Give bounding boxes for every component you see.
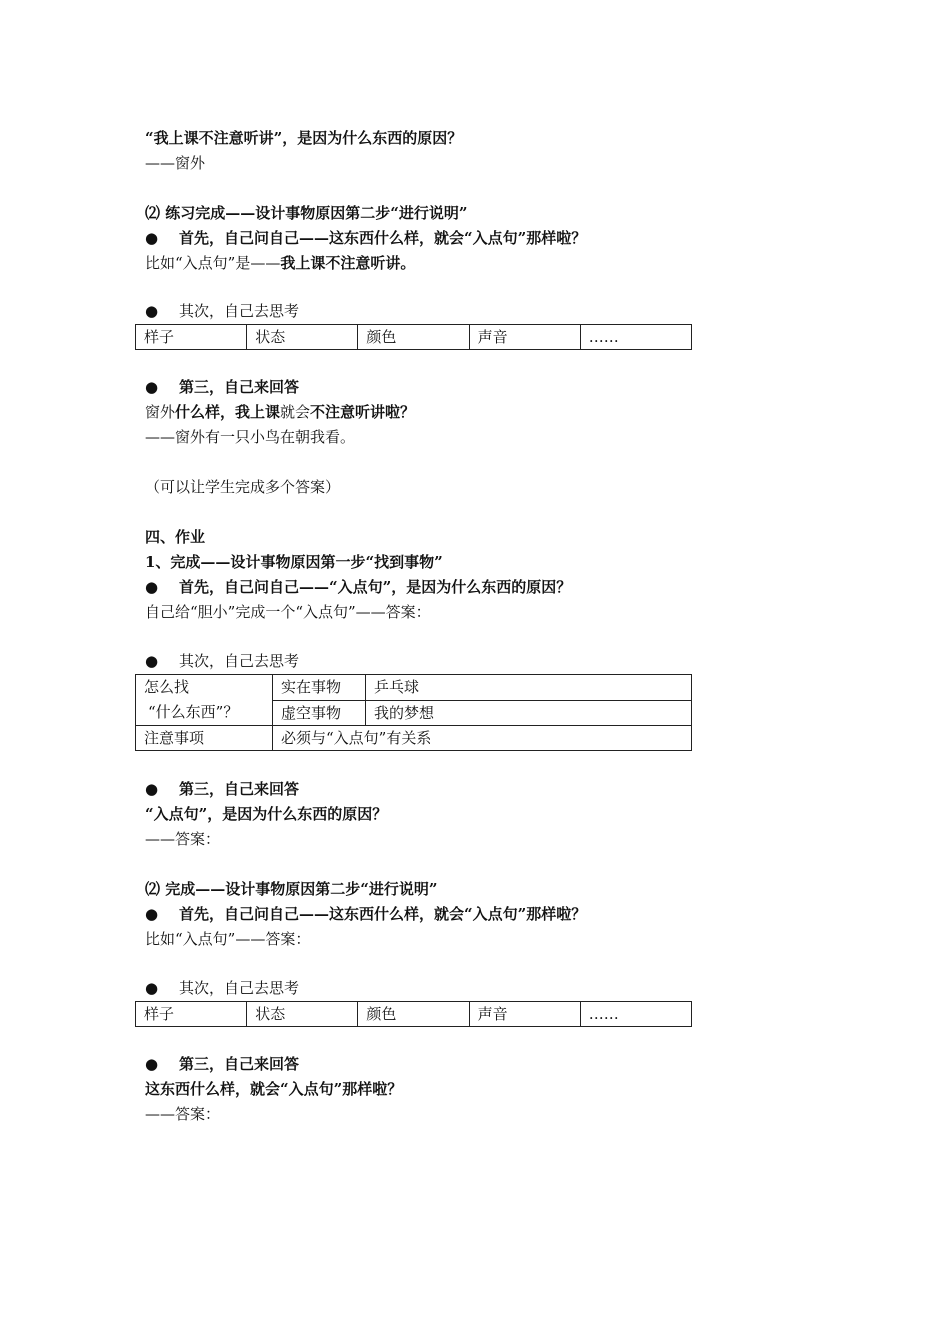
answer-line: ——答案： [145, 830, 221, 848]
bullet-icon: ● [145, 905, 159, 923]
table-cell: 乒乓球 [366, 675, 692, 701]
homework-heading: 四、作业 [145, 528, 206, 546]
table-cell: 虚空事物 [273, 700, 366, 726]
bullet-step-1 [145, 228, 586, 248]
bullet-icon: ● [145, 229, 159, 247]
find-thing-table [135, 674, 692, 751]
q-part-bold: 不注意听讲啦？ [310, 403, 416, 421]
answer-line: ——窗外有一只小鸟在朝我看。 [145, 428, 356, 446]
q-part-bold: 什么样，我上课 [175, 403, 281, 421]
table-cell: 状态 [247, 1002, 358, 1027]
bullet-icon: ● [145, 378, 159, 396]
step-text: 首先，自己问自己——这东西什么样，就会“入点句”那样啦？ [179, 229, 587, 247]
q-part: 窗外 [145, 403, 176, 421]
table-cell: 实在事物 [273, 675, 366, 701]
section-title: ⑵ 练习完成——设计事物原因第二步“进行说明” [145, 204, 468, 222]
answer-line: ——答案： [145, 1105, 221, 1123]
table-row [136, 726, 692, 751]
homework-item-title: ⑵ 完成——设计事物原因第二步“进行说明” [145, 880, 438, 898]
bullet-step-3 [145, 377, 299, 397]
bullet-step-1 [145, 577, 571, 597]
table-cell: 我的梦想 [366, 700, 692, 726]
bullet-step-3 [145, 1054, 299, 1074]
step-text: 其次，自己去思考 [179, 302, 300, 320]
step-text: 其次，自己去思考 [179, 979, 300, 997]
question-line [145, 402, 415, 422]
question-line: “我上课不注意听讲”，是因为什么东西的原因？ [145, 129, 463, 147]
step-text: 第三，自己来回答 [179, 780, 300, 798]
bullet-icon: ● [145, 652, 159, 670]
bullet-icon: ● [145, 1055, 159, 1073]
homework-item-title: 1、完成——设计事物原因第一步“找到事物” [145, 553, 443, 571]
answer-line: ——窗外 [145, 154, 206, 172]
step-text: 首先，自己问自己——这东西什么样，就会“入点句”那样啦？ [179, 905, 587, 923]
example-bold: 我上课不注意听讲。 [280, 254, 416, 272]
attribute-table [135, 324, 692, 350]
bullet-step-1 [145, 904, 586, 924]
table-row [136, 1002, 692, 1027]
table-cell: 颜色 [358, 325, 469, 350]
bullet-step-2 [145, 978, 299, 998]
table-cell: 声音 [469, 325, 580, 350]
step-text: 首先，自己问自己——“入点句”，是因为什么东西的原因？ [179, 578, 572, 596]
task-line: 自己给“胆小”完成一个“入点句”——答案： [145, 603, 431, 621]
example-prefix: 比如“入点句”是—— [145, 254, 281, 272]
bullet-step-3 [145, 779, 299, 799]
question-line: “入点句”，是因为什么东西的原因？ [145, 805, 388, 823]
table-cell: 颜色 [358, 1002, 469, 1027]
table-cell: 样子 [136, 325, 247, 350]
question-line: 这东西什么样，就会“入点句”那样啦？ [145, 1080, 403, 1098]
step-text: 第三，自己来回答 [179, 1055, 300, 1073]
table-cell: 注意事项 [136, 726, 273, 751]
step-text: 其次，自己去思考 [179, 652, 300, 670]
table-cell: 声音 [469, 1002, 580, 1027]
table-cell: 必须与“入点句”有关系 [273, 726, 692, 751]
table-row [136, 675, 692, 701]
table-cell: …… [580, 1002, 691, 1027]
bullet-icon: ● [145, 302, 159, 320]
q-part: 就会 [280, 403, 311, 421]
table-cell-how [136, 675, 273, 726]
attribute-table [135, 1001, 692, 1027]
bullet-icon: ● [145, 578, 159, 596]
table-row [136, 325, 692, 350]
bullet-step-2 [145, 651, 299, 671]
table-cell: 样子 [136, 1002, 247, 1027]
step-text: 第三，自己来回答 [179, 378, 300, 396]
how-find-label: 怎么找 [144, 678, 190, 696]
task-line: 比如“入点句”——答案： [145, 930, 311, 948]
note-line: （可以让学生完成多个答案） [145, 478, 341, 496]
bullet-icon: ● [145, 780, 159, 798]
table-cell: 状态 [247, 325, 358, 350]
example-line [145, 253, 415, 273]
bullet-step-2 [145, 301, 299, 321]
bullet-icon: ● [145, 979, 159, 997]
table-cell: …… [580, 325, 691, 350]
what-thing-label: “什么东西”？ [148, 703, 239, 721]
